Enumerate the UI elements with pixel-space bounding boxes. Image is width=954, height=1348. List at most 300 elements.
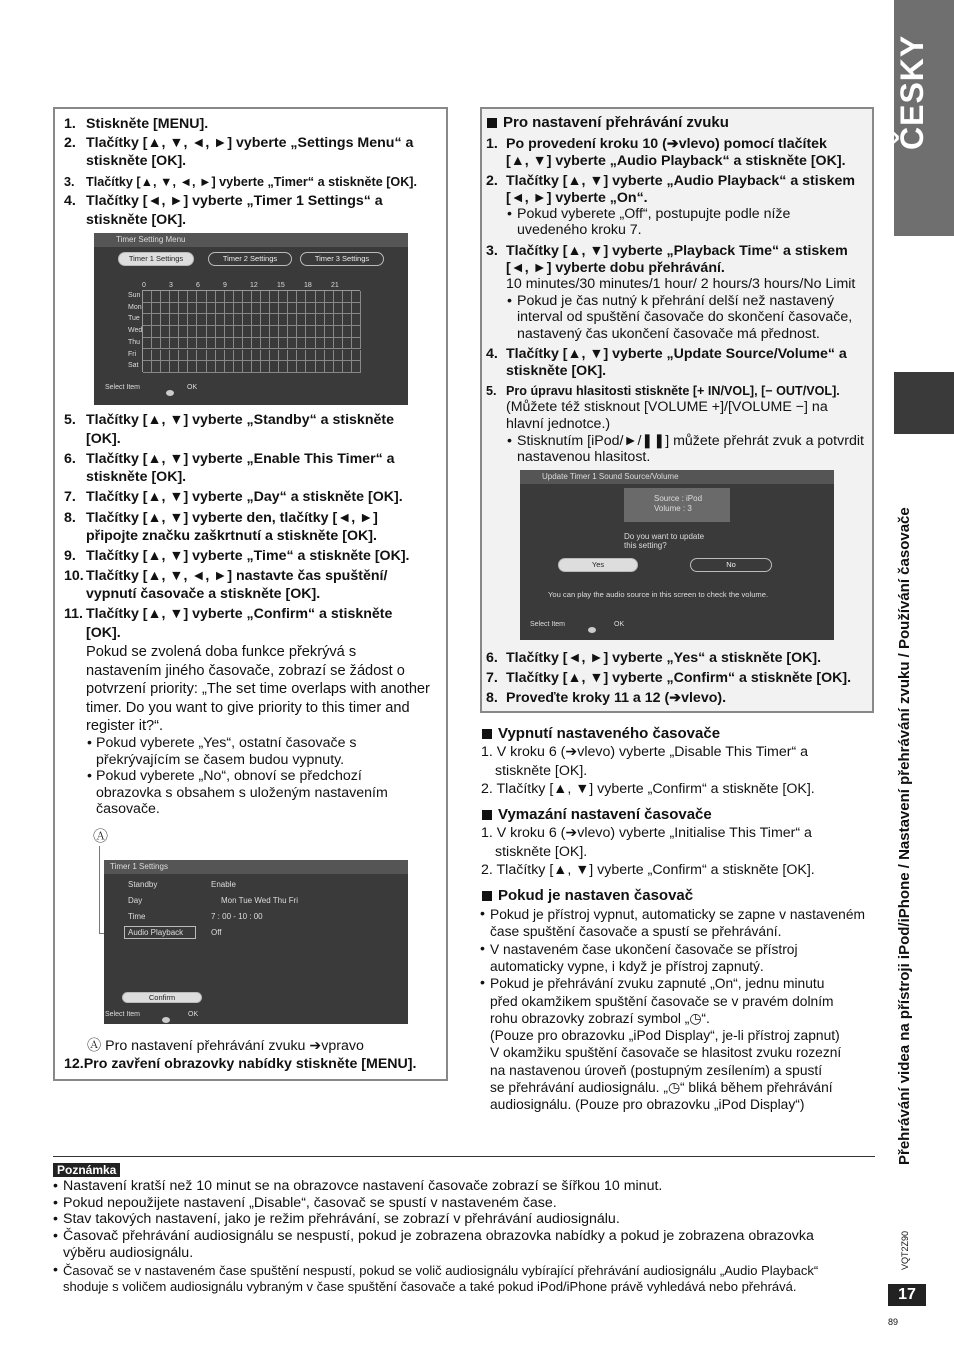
day-label: Thu — [128, 338, 141, 346]
grid-cell — [352, 303, 361, 315]
bullet: • — [53, 1194, 58, 1211]
grid-cell — [197, 350, 206, 362]
step-text: Pro úpravu hlasitosti stiskněte [+ IN/VOL], [− OUT/VOL]. — [506, 384, 840, 398]
step-number: 8. — [486, 690, 498, 706]
grid-cell — [270, 338, 279, 350]
note-line: výběru audiosignálu. — [63, 1244, 194, 1261]
step-text: Tlačítky [▲, ▼, ◄, ►] vyberte „Settings Menu“ a — [86, 135, 414, 151]
step-text: (Můžete též stisknout [VOLUME +]/[VOLUME −] na — [506, 399, 828, 415]
screen-title: Timer Setting Menu — [94, 233, 408, 247]
grid-cell — [297, 338, 306, 350]
grid-cell — [288, 338, 297, 350]
step-text: Stisknutím [iPod/►/❚❚] můžete přehrát zvuk a potvrdit — [517, 433, 864, 449]
grid-cell — [288, 314, 297, 326]
grid-cell — [197, 314, 206, 326]
bullet: • — [480, 975, 485, 992]
grid-cell — [225, 314, 234, 326]
setting-label: Standby — [128, 880, 158, 889]
step-text: Tlačítky [▲, ▼] vyberte „Playback Time“ a stiskem — [506, 243, 848, 259]
grid-cell — [188, 303, 197, 315]
section-line: 1. V kroku 6 (➔vlevo) vyberte „Initialise This Timer“ a — [481, 825, 812, 841]
grid-cell — [334, 361, 343, 373]
bullet: • — [507, 433, 512, 449]
tab-timer-2[interactable]: Timer 2 Settings — [208, 252, 292, 266]
bullet: • — [53, 1228, 58, 1245]
grid-cell — [325, 314, 334, 326]
section-marker — [894, 372, 954, 434]
grid-cell — [188, 314, 197, 326]
grid-cell — [334, 291, 343, 303]
step-number: 5. — [64, 412, 76, 428]
grid-cell — [270, 314, 279, 326]
grid-cell — [252, 338, 261, 350]
grid-cell — [143, 303, 152, 315]
grid-cell — [170, 350, 179, 362]
note-line: shoduje s voličem audiosignálu vybraným v čase spuštění časovače a také pokud iPod/iPhone právě vyhledává nebo přehrává. — [63, 1279, 797, 1294]
screen-title: Update Timer 1 Sound Source/Volume — [520, 470, 834, 484]
step-number: 3. — [64, 175, 75, 189]
note-line: Stav takových nastavení, jako je režim přehrávání, se zobrazí v přehrávání audiosignálu. — [63, 1211, 620, 1228]
grid-cell — [279, 361, 288, 373]
grid-cell — [270, 291, 279, 303]
grid-cell — [306, 314, 315, 326]
step-text: 10 minutes/30 minutes/1 hour/ 2 hours/3 hours/No Limit — [506, 276, 856, 292]
grid-cell — [325, 361, 334, 373]
grid-cell — [270, 361, 279, 373]
grid-cell — [252, 291, 261, 303]
step-number: 8. — [64, 510, 76, 526]
grid-cell — [152, 314, 161, 326]
step-text: stiskněte [OK]. — [506, 363, 607, 379]
info-line: na nastavenou úroveň (postupným zesílením) a spustí — [490, 1062, 823, 1078]
page-sub-number: 89 — [888, 1317, 899, 1327]
grid-cell — [179, 361, 188, 373]
grid-cell — [170, 303, 179, 315]
step-number: 6. — [64, 451, 76, 467]
step-number: 2. — [64, 135, 76, 151]
step-text: Tlačítky [◄, ►] vyberte „Timer 1 Settings“ a — [86, 193, 383, 209]
grid-cell — [306, 350, 315, 362]
grid-cell — [316, 291, 325, 303]
grid-cell — [161, 326, 170, 338]
grid-cell — [170, 326, 179, 338]
grid-cell — [243, 338, 252, 350]
grid-cell — [352, 291, 361, 303]
grid-cell — [143, 291, 152, 303]
bullet: • — [87, 735, 92, 751]
confirm-button[interactable]: Confirm — [122, 992, 202, 1003]
step-number: 2. — [486, 173, 498, 189]
step-number: 3. — [486, 243, 498, 259]
footer-select-label: Select Item — [105, 1011, 141, 1018]
info-line: V okamžiku spuštění časovače se hlasitost zvuku rozezní — [490, 1045, 842, 1061]
info-text: You can play the audio source in this screen to check the volume. — [548, 590, 769, 599]
step-number: 7. — [64, 489, 76, 505]
info-line: rohu obrazovky zobrazí symbol „◷“. — [490, 1010, 710, 1026]
setting-value: 7 : 00 - 10 : 00 — [211, 912, 263, 921]
bullet: • — [507, 293, 512, 309]
section-line: 2. Tlačítky [▲, ▼] vyberte „Confirm“ a stiskněte [OK]. — [481, 862, 815, 878]
grid-cell — [306, 291, 315, 303]
grid-cell — [234, 303, 243, 315]
grid-cell — [261, 338, 270, 350]
grid-cell — [279, 326, 288, 338]
volume-value: Volume : 3 — [654, 504, 692, 513]
grid-cell — [234, 338, 243, 350]
grid-cell — [316, 314, 325, 326]
step-text: nastavený čas ukončení časovače má přednost. — [517, 326, 820, 342]
grid-cell — [170, 338, 179, 350]
day-label: Tue — [128, 315, 140, 323]
grid-cell — [234, 350, 243, 362]
step-text: Proveďte kroky 11 a 12 (➔vlevo). — [506, 690, 727, 706]
grid-cell — [225, 291, 234, 303]
grid-cell — [352, 361, 361, 373]
grid-cell — [161, 291, 170, 303]
footer-select-label: Select Item — [530, 621, 566, 628]
step-text: Tlačítky [▲, ▼] vyberte „Update Source/Volume“ a — [506, 346, 847, 362]
grid-cell — [225, 303, 234, 315]
grid-cell — [179, 303, 188, 315]
grid-cell — [152, 326, 161, 338]
timer-delete-heading: Vymazání nastavení časovače — [482, 806, 712, 823]
grid-cell — [261, 326, 270, 338]
bullet-line: Pokud vyberete „No“, obnoví se předchozí — [96, 768, 362, 785]
grid-cell — [143, 326, 152, 338]
question-line-2: this setting? — [624, 541, 667, 550]
grid-cell — [343, 314, 352, 326]
grid-cell — [288, 361, 297, 373]
grid-cell — [316, 361, 325, 373]
grid-cell — [216, 314, 225, 326]
step-text: nastavenou hlasitost. — [517, 449, 651, 465]
info-line: Pokud je přístroj vypnut, automaticky se zapne v nastaveném — [490, 907, 866, 922]
grid-cell — [161, 338, 170, 350]
paragraph-line: register it?“. — [86, 718, 164, 734]
yes-button[interactable]: Yes — [558, 558, 638, 572]
bullet: • — [53, 1261, 58, 1278]
step-number: 11. — [64, 606, 83, 622]
step-text: Pokud vyberete „Off“, postupujte podle níže — [517, 206, 791, 222]
grid-cell — [306, 338, 315, 350]
grid-cell — [197, 361, 206, 373]
step-number: 9. — [64, 548, 76, 564]
grid-cell — [252, 314, 261, 326]
grid-cell — [306, 361, 315, 373]
footer-ok-label: OK — [614, 621, 625, 628]
grid-cell — [179, 338, 188, 350]
info-line: čase spuštění časovače a spustí se přehrávání. — [490, 924, 782, 940]
note-line: Časovač se v nastaveném čase spuštění nespustí, pokud se volič audiosignálu vybírající přehrávání audiosignálu „Audio Playback“ — [63, 1262, 819, 1278]
notes-tag: Poznámka — [53, 1163, 120, 1177]
grid-cell — [325, 303, 334, 315]
grid-cell — [316, 303, 325, 315]
grid-cell — [343, 326, 352, 338]
note-line: Nastavení kratší než 10 minut se na obrazovce nastavení časovače zobrazí se šířkou 10 minut. — [63, 1178, 663, 1194]
paragraph-line: potvrzení priority: „The set time overlaps with another — [86, 681, 430, 697]
setting-value: Mon Tue Wed Thu Fri — [221, 896, 299, 905]
step-number: 7. — [486, 670, 498, 686]
step-text: Tlačítky [▲, ▼] vyberte „Confirm“ a stiskněte — [86, 606, 393, 622]
info-line: Pokud je přehrávání zvuku zapnuté „On“, jednu minutu — [490, 976, 825, 992]
step-text: Pokud je čas nutný k přehrání delší než nastavený — [517, 293, 835, 309]
section-line: stiskněte [OK]. — [495, 843, 588, 860]
grid-cell — [252, 361, 261, 373]
grid-cell — [243, 314, 252, 326]
step-text: [◄, ►] vyberte „On“. — [506, 190, 648, 206]
grid-cell — [261, 350, 270, 362]
grid-cell — [179, 314, 188, 326]
info-line: audiosignálu. (Pouze pro obrazovku „iPod Display“) — [490, 1097, 805, 1113]
step-number: 4. — [64, 193, 76, 209]
note-line: Pokud nepoužijete nastavení „Disable“, časovač se spustí v nastaveném čase. — [63, 1194, 557, 1211]
bullet-line: Pokud vyberete „Yes“, ostatní časovače s — [96, 735, 357, 751]
footer-ok-label: OK — [188, 1011, 199, 1018]
bullet: • — [507, 206, 512, 222]
grid-cell — [261, 303, 270, 315]
hour-label: 6 — [196, 282, 200, 289]
grid-cell — [252, 303, 261, 315]
grid-cell — [207, 326, 216, 338]
step-text: Stiskněte [MENU]. — [86, 116, 209, 132]
bullet-line: obrazovka s obsahem s uloženým nastavením — [96, 784, 388, 801]
hour-label: 0 — [142, 282, 146, 289]
grid-cell — [334, 303, 343, 315]
step-text-cont: stiskněte [OK]. — [86, 153, 187, 169]
grid-cell — [197, 326, 206, 338]
grid-cell — [216, 350, 225, 362]
source-volume-panel — [624, 488, 730, 522]
grid-cell — [243, 361, 252, 373]
grid-cell — [234, 361, 243, 373]
timer-set-heading: Pokud je nastaven časovač — [482, 887, 693, 904]
info-line: před okamžikem spuštění časovače se v pravém dolním — [490, 993, 834, 1009]
grid-cell — [288, 303, 297, 315]
grid-cell — [207, 291, 216, 303]
grid-cell — [161, 303, 170, 315]
grid-cell — [234, 291, 243, 303]
source-value: Source : iPod — [654, 494, 703, 503]
navigation-icon — [158, 1015, 174, 1025]
grid-cell — [234, 326, 243, 338]
grid-cell — [216, 326, 225, 338]
grid-cell — [143, 338, 152, 350]
grid-cell — [297, 314, 306, 326]
grid-cell — [207, 314, 216, 326]
schedule-grid — [142, 290, 360, 372]
grid-cell — [343, 291, 352, 303]
step-text: Tlačítky [◄, ►] vyberte „Yes“ a stiskněte [OK]. — [506, 650, 822, 666]
paragraph-line: Pokud se zvolená doba funkce překrývá s — [86, 644, 357, 660]
step-text: Tlačítky [▲, ▼] vyberte „Audio Playback“ a stiskem — [506, 173, 856, 189]
step-number: 1. — [486, 136, 498, 152]
grid-cell — [207, 303, 216, 315]
question-line-1: Do you want to update — [624, 532, 705, 541]
info-line: automaticky vypne, i když je přístroj zapnutý. — [490, 958, 764, 974]
grid-cell — [179, 291, 188, 303]
grid-cell — [207, 338, 216, 350]
grid-cell — [334, 350, 343, 362]
grid-cell — [243, 350, 252, 362]
page-number: 17 — [888, 1284, 926, 1306]
day-label: Sun — [128, 292, 141, 299]
setting-value: Off — [211, 928, 222, 937]
grid-cell — [197, 303, 206, 315]
grid-cell — [225, 326, 234, 338]
footer-ok-label: OK — [187, 384, 198, 391]
hour-label: 3 — [169, 282, 173, 289]
grid-cell — [216, 338, 225, 350]
grid-cell — [325, 350, 334, 362]
step-text: hlavní jednotce.) — [506, 416, 611, 432]
hour-label: 9 — [223, 282, 227, 289]
step-text: Tlačítky [▲, ▼, ◄, ►] nastavte čas spuštění/ — [86, 568, 388, 584]
bullet-line: časovače. — [96, 801, 160, 818]
step-text-cont: stiskněte [OK]. — [86, 212, 187, 228]
step-text: uvedeného kroku 7. — [517, 222, 642, 238]
grid-cell — [297, 361, 306, 373]
day-label: Fri — [128, 350, 137, 358]
grid-cell — [216, 361, 225, 373]
grid-cell — [306, 303, 315, 315]
hour-label: 15 — [277, 282, 285, 289]
grid-cell — [343, 303, 352, 315]
step-text-cont: [OK]. — [86, 625, 121, 641]
hour-label: 21 — [331, 282, 339, 289]
grid-cell — [152, 350, 161, 362]
step-text-cont: stiskněte [OK]. — [86, 469, 187, 485]
day-label: Wed — [128, 327, 143, 335]
grid-cell — [225, 361, 234, 373]
grid-cell — [261, 314, 270, 326]
grid-cell — [343, 361, 352, 373]
no-button[interactable]: No — [690, 558, 772, 572]
grid-cell — [352, 338, 361, 350]
grid-cell — [334, 326, 343, 338]
day-label: Mon — [128, 303, 142, 311]
grid-cell — [252, 326, 261, 338]
grid-cell — [152, 338, 161, 350]
grid-cell — [252, 350, 261, 362]
grid-cell — [170, 314, 179, 326]
grid-cell — [297, 291, 306, 303]
grid-cell — [216, 291, 225, 303]
marker-a: Ⓐ — [93, 828, 109, 845]
grid-cell — [261, 291, 270, 303]
tab-timer-3[interactable]: Timer 3 Settings — [300, 252, 384, 266]
grid-cell — [279, 314, 288, 326]
step-text: Tlačítky [▲, ▼] vyberte „Enable This Timer“ a — [86, 451, 395, 467]
grid-cell — [243, 303, 252, 315]
step-text: Tlačítky [▲, ▼] vyberte „Standby“ a stiskněte — [86, 412, 394, 428]
grid-cell — [143, 314, 152, 326]
grid-cell — [352, 326, 361, 338]
setting-label: Day — [128, 896, 143, 905]
grid-cell — [297, 326, 306, 338]
grid-cell — [188, 350, 197, 362]
step-number: 10. — [64, 568, 84, 584]
grid-cell — [188, 338, 197, 350]
timer-off-heading: Vypnutí nastaveného časovače — [482, 725, 720, 742]
bullet-line: překrývajícím se časem budou vypnuty. — [96, 751, 345, 768]
grid-cell — [179, 350, 188, 362]
navigation-icon — [584, 625, 600, 635]
doc-code: VQT2Z90 — [900, 1230, 910, 1270]
grid-cell — [334, 338, 343, 350]
note-line: Časovač přehrávání audiosignálu se nespustí, pokud je zobrazena obrazovka nabídky a pokud je zobrazena obrazovka — [63, 1228, 814, 1245]
step-text: [◄, ►] vyberte dobu přehrávání. — [506, 260, 725, 276]
grid-cell — [179, 326, 188, 338]
hour-label: 18 — [304, 282, 312, 289]
footnote-a: Ⓐ Pro nastavení přehrávání zvuku ➔vpravo — [87, 1038, 364, 1054]
setting-value: Enable — [211, 880, 236, 889]
update-source-volume-screen — [520, 470, 834, 640]
hour-label: 12 — [250, 282, 258, 289]
step-text: interval od spuštění časovače do skončení časovače, — [517, 309, 853, 325]
grid-cell — [352, 350, 361, 362]
grid-cell — [325, 326, 334, 338]
grid-cell — [343, 350, 352, 362]
grid-cell — [288, 326, 297, 338]
grid-cell — [188, 291, 197, 303]
bullet: • — [480, 906, 485, 922]
screen-title: Timer 1 Settings — [104, 860, 408, 874]
language-tab — [894, 0, 954, 236]
grid-cell — [306, 326, 315, 338]
grid-cell — [225, 338, 234, 350]
grid-cell — [279, 303, 288, 315]
grid-cell — [197, 338, 206, 350]
timer-setting-menu-screen — [94, 233, 408, 405]
grid-cell — [297, 350, 306, 362]
tab-timer-1[interactable]: Timer 1 Settings — [118, 252, 194, 266]
grid-cell — [279, 338, 288, 350]
navigation-icon — [162, 388, 178, 398]
grid-cell — [234, 314, 243, 326]
step-text: [▲, ▼] vyberte „Audio Playback“ a stiskněte [OK]. — [506, 153, 846, 169]
grid-cell — [188, 326, 197, 338]
grid-cell — [161, 350, 170, 362]
footer-select-label: Select Item — [105, 384, 141, 391]
bullet: • — [480, 940, 485, 957]
grid-cell — [161, 314, 170, 326]
grid-cell — [243, 291, 252, 303]
grid-cell — [225, 350, 234, 362]
grid-cell — [343, 338, 352, 350]
grid-cell — [288, 350, 297, 362]
step-number: 1. — [64, 116, 76, 132]
grid-cell — [325, 338, 334, 350]
setting-label: Audio Playback — [128, 928, 184, 937]
grid-cell — [188, 361, 197, 373]
info-line: V nastaveném čase ukončení časovače se přístroj — [490, 941, 798, 957]
grid-cell — [325, 291, 334, 303]
step-text-cont: [OK]. — [86, 431, 121, 447]
step-text: Tlačítky [▲, ▼] vyberte den, tlačítky [◄, ►] — [86, 510, 378, 526]
bullet: • — [87, 768, 92, 785]
grid-cell — [316, 326, 325, 338]
step-12: 12.Pro zavření obrazovky nabídky stiskněte [MENU]. — [64, 1056, 417, 1072]
grid-cell — [143, 350, 152, 362]
grid-cell — [297, 303, 306, 315]
grid-cell — [152, 291, 161, 303]
step-text: Tlačítky [▲, ▼] vyberte „Confirm“ a stiskněte [OK]. — [506, 670, 852, 686]
grid-cell — [207, 361, 216, 373]
grid-cell — [270, 303, 279, 315]
grid-cell — [279, 350, 288, 362]
grid-cell — [279, 291, 288, 303]
grid-cell — [261, 361, 270, 373]
